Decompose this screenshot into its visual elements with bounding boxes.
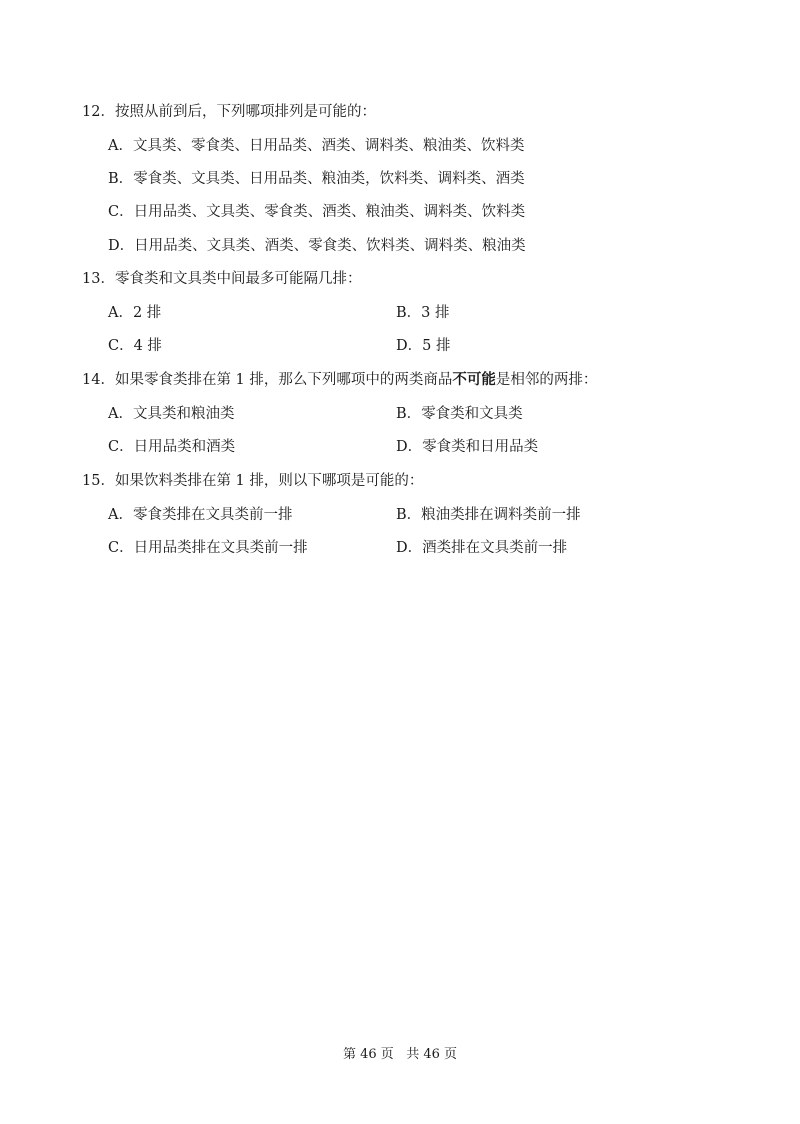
- question-15-stem: 15．如果饮料类排在第 1 排，则以下哪项是可能的：: [82, 473, 424, 489]
- question-12-option-b: B．零食类、文具类、日用品类、粮油类，饮料类、调料类、酒类: [108, 171, 525, 187]
- question-13-option-c: C．4 排: [108, 338, 162, 354]
- question-13-option-a: A．2 排: [108, 305, 162, 321]
- question-14-stem: [82, 368, 597, 389]
- question-13-stem: 13．零食类和文具类中间最多可能隔几排：: [82, 271, 362, 287]
- question-13-option-d: D．5 排: [396, 338, 451, 354]
- question-15-option-b: B．粮油类排在调料类前一排: [396, 507, 581, 523]
- question-15-option-a: A．零食类排在文具类前一排: [108, 507, 293, 523]
- question-12-option-c: C．日用品类、文具类、零食类、酒类、粮油类、调料类、饮料类: [108, 204, 526, 220]
- question-14-option-c: C．日用品类和酒类: [108, 439, 236, 455]
- question-14-emphasis: 不可能: [452, 372, 496, 388]
- question-12-stem: 12．按照从前到后，下列哪项排列是可能的：: [82, 104, 376, 120]
- question-14-stem-end: 是相邻的两排：: [495, 372, 598, 388]
- question-14-option-a: A．文具类和粮油类: [108, 406, 235, 422]
- question-14-option-d: D．零食类和日用品类: [396, 439, 539, 455]
- question-14-option-b: B．零食类和文具类: [396, 406, 523, 422]
- question-15-option-c: C．日用品类排在文具类前一排: [108, 540, 308, 556]
- question-12-option-d: D．日用品类、文具类、酒类、零食类、饮料类、调料类、粮油类: [108, 238, 526, 254]
- question-15-option-d: D．酒类排在文具类前一排: [396, 540, 568, 556]
- question-12-option-a: A．文具类、零食类、日用品类、酒类、调料类、粮油类、饮料类: [108, 138, 525, 154]
- question-13-option-b: B．3 排: [396, 305, 450, 321]
- page-footer: 第 46 页 共 46 页: [342, 1047, 457, 1062]
- question-14-stem-start: 14．如果零食类排在第 1 排，那么下列哪项中的两类商品: [82, 372, 453, 388]
